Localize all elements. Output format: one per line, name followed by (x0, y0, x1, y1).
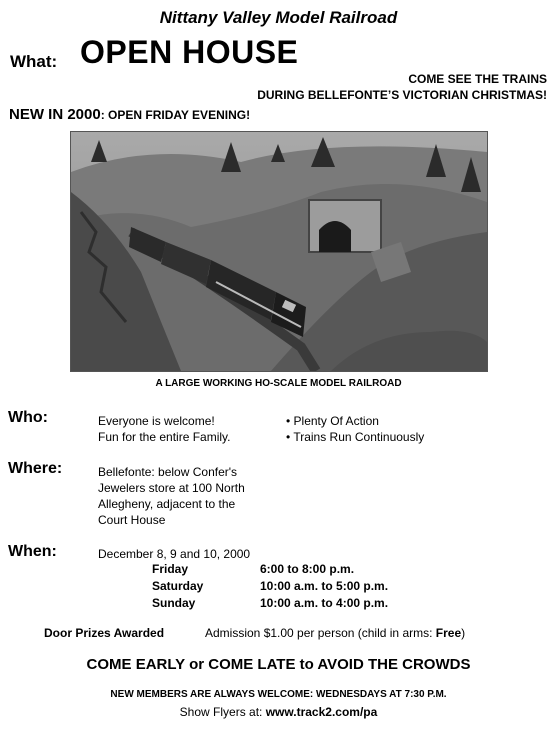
schedule-hours: 10:00 a.m. to 5:00 p.m. (260, 579, 389, 593)
admission-close: ) (461, 626, 466, 640)
schedule-day: Friday (152, 562, 189, 576)
who-bullet-2: • Trains Run Continuously (286, 430, 425, 444)
schedule-hours: 6:00 to 8:00 p.m. (260, 562, 355, 576)
who-line-1: Everyone is welcome! (98, 414, 215, 428)
new-members-line: NEW MEMBERS ARE ALWAYS WELCOME: WEDNESDAYS AT 7:30 P.M. (110, 689, 447, 700)
crowds-headline: COME EARLY or COME LATE to AVOID THE CROWDS (86, 656, 471, 673)
event-name: OPEN HOUSE (80, 34, 299, 70)
train-photo-illustration (71, 132, 487, 371)
flyers-prefix: Show Flyers at: (179, 705, 266, 719)
tagline-line-2: DURING BELLEFONTE’S VICTORIAN CHRISTMAS! (257, 88, 547, 102)
schedule-hours: 10:00 a.m. to 4:00 p.m. (260, 596, 389, 610)
new-in-prefix: NEW IN 2000 (9, 106, 101, 123)
new-in-rest: : OPEN FRIDAY EVENING! (100, 108, 251, 122)
schedule-day: Sunday (152, 596, 196, 610)
when-dates: December 8, 9 and 10, 2000 (98, 547, 251, 561)
admission-free: Free (435, 626, 462, 640)
photo-caption: A LARGE WORKING HO-SCALE MODEL RAILROAD (155, 378, 402, 389)
admission-info (205, 626, 465, 640)
who-bullet-1: • Plenty Of Action (286, 414, 379, 428)
where-label: Where: (8, 460, 63, 477)
flyer-title: Nittany Valley Model Railroad (159, 8, 398, 27)
tagline-line-1: COME SEE THE TRAINS (408, 72, 547, 86)
schedule-day: Saturday (152, 579, 204, 593)
where-line-1: Bellefonte: below Confer's (98, 465, 238, 479)
who-line-2: Fun for the entire Family. (98, 430, 231, 444)
admission-text: Admission $1.00 per person (child in arms: (205, 626, 436, 640)
where-line-3: Allegheny, adjacent to the (98, 497, 236, 511)
show-flyers-line (0, 705, 557, 719)
door-prizes: Door Prizes Awarded (44, 626, 165, 640)
flyers-url: www.track2.com/pa (265, 705, 378, 719)
train-photo (70, 131, 488, 372)
what-label: What: (10, 52, 58, 71)
where-line-4: Court House (98, 513, 166, 527)
when-label: When: (8, 543, 57, 560)
who-label: Who: (8, 409, 48, 426)
where-line-2: Jewelers store at 100 North (98, 481, 245, 495)
new-in-2000-line (9, 106, 250, 123)
